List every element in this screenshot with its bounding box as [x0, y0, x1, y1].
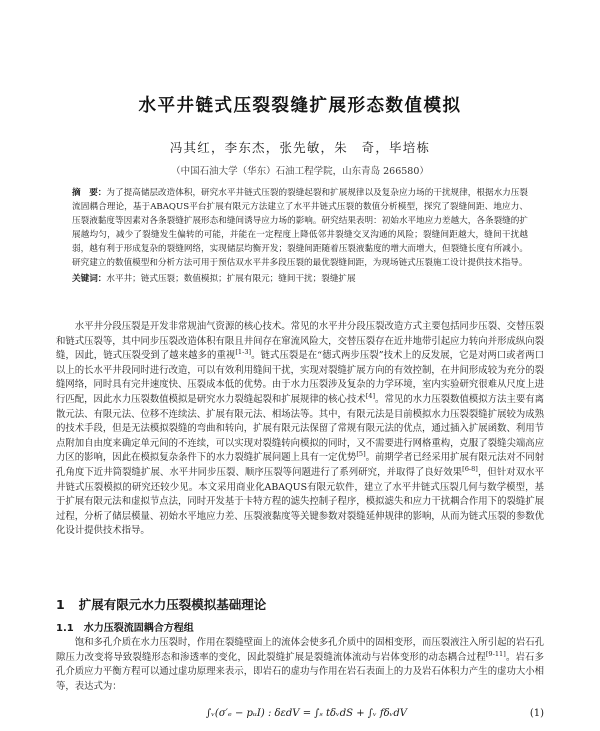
intro-text-1: 水平井分段压裂是开发非常规油气资源的核心技术。常见的水平井分段压裂改造方式主要包括同步压裂、交替压裂和链式压裂等，其中同步压裂改造体积有限且井间存在窜流风险大，交替压裂存在近井地带引起应力转向并形成纵向裂缝，因此，链式压裂受到了越来越多的重视 — [56, 321, 544, 362]
subsection-title: 水力压裂流固耦合方程组 — [83, 623, 194, 634]
citation-3: [5] — [356, 450, 366, 459]
section-number: 1 — [56, 597, 65, 612]
section-title: 扩展有限元水力压裂模拟基础理论 — [78, 597, 267, 612]
abstract-block — [72, 186, 528, 286]
equation-1 — [56, 708, 544, 726]
intro-text-2: 。链式压裂是在“德式两步压裂”技术上的反发展，它是对两口或者两口以上的长水平井段同时进行改造，可以有效利用缝间干扰，实现对裂缝扩展方向的有效控制，在井间形成较为充分的裂缝网络，同时具有完井速度快、压裂成本低的优势。由于水力压裂涉及复杂的力学环境，室内实验研究很难从尺度上进行匹配，因此水力压裂数值模拟是研究水力裂缝起裂和扩展规律的核心技术 — [56, 350, 544, 405]
section-heading — [56, 595, 266, 613]
intro-text-4: 。前期学者已经采用扩展有限元法对不同射孔角度下近井筒裂缝扩展、水平井同步压裂、顺序压裂等问题进行了系列研究，并取得了良好效果 — [56, 452, 544, 478]
citation-2: [4] — [365, 391, 376, 400]
citation-4: [6-8] — [462, 464, 478, 473]
paper-title: 水平井链式压裂裂缝扩展形态数值模拟 — [138, 96, 462, 116]
abstract-paragraph — [72, 186, 528, 271]
author-list: 冯其红，李东杰，张先敏，朱 奇，毕培栋 — [169, 140, 431, 155]
theory-paragraph — [56, 636, 544, 694]
affiliation: （中国石油大学（华东）石油工程学院，山东青岛 266580） — [171, 166, 429, 177]
keywords-label: 关键词： — [72, 273, 107, 284]
equation-expression: ∫ᵥ(σ′ₑ − pᵤI) : δεdV = ∫ₛ tδᵥdS + ∫ᵥ fδᵥdV — [206, 708, 407, 719]
subsection-heading — [56, 619, 194, 634]
citation-5: [9-11] — [485, 649, 506, 658]
intro-text-5: ，但针对双水平井链式压裂模拟的研究还较少见。本文采用商业化ABAQUS有限元软件，建立了水平井链式压裂几何与数学模型，基于扩展有限元法和虚拟节点法，同时开发基于卡特方程的滤失控制子程序，模拟滤失和应力干扰耦合作用下的裂缝扩展过程，分析了储层模量、初始水平地应力差、压裂液黏度等关键参数对裂缝延伸规律的影响，从而为链式压裂的参数优化设计提供技术指导。 — [56, 466, 544, 537]
keywords-text: 水平井；链式压裂；数值模拟；扩展有限元；缝间干扰；裂缝扩展 — [106, 273, 356, 284]
intro-paragraph — [56, 320, 544, 539]
theory-text-2: 。岩石多孔介质应力平衡方程可以通过虚功原理来表示，即岩石的虚功与作用在岩石表面上的力及岩石体积力产生的虚功大小相等，表达式为： — [56, 651, 544, 692]
citation-1: [1-3] — [235, 348, 252, 357]
equation-number: (1) — [529, 708, 544, 719]
abstract-text: 为了提高储层改造体积，研究水平井链式压裂的裂缝起裂和扩展规律以及复杂应力场的干扰规律，根据水力压裂流固耦合理论，基于ABAQUS平台扩展有限元方法建立了水平井链式压裂的数值分析模型，探究了裂缝间距、地应力、压裂液黏度等因素对各条裂缝扩展形态和缝间诱导应力场的影响。研究结果表明：初始水平地应力差越大，各条裂缝的扩展越均匀，减少了裂缝发生偏转的可能，并能在一定程度上降低邻井裂缝交叉沟通的风险；裂缝间距越大，缝间干扰越弱，越有利于形成复杂的裂缝网络，实现储层均衡开发；裂缝间距随着压裂液黏度的增大而增大，但裂缝长度有所减小。研究建立的数值模型和分析方法可用于预估双水平井多段压裂的最优裂缝间距，为现场链式压裂施工设计提供技术指导。 — [72, 188, 528, 269]
subsection-number: 1.1 — [56, 623, 74, 634]
abstract-label: 摘 要： — [72, 188, 107, 198]
intro-text-3: 。常见的水力压裂数值模拟方法主要有离散元法、有限元法、位移不连续法、扩展有限元法、相场法等。其中，有限元法是目前模拟水力压裂裂缝扩展较为成熟的技术手段，但是无法模拟裂缝的弯曲和转向，扩展有限元法保留了常规有限元法的优点，通过插入扩展函数、利用节点附加自由度来确定单元间的不连续，可以实现对裂缝转向模拟的同时，又不需要进行网格重构，克服了裂缝尖端高应力区的影响，因此在模拟复杂条件下的水力裂缝扩展问题上具有一定优势 — [56, 393, 544, 464]
keywords-line — [72, 272, 528, 286]
theory-text-1: 饱和多孔介质在水力压裂时，作用在裂缝壁面上的流体会使多孔介质中的固相变形，而压裂液注入所引起的岩石孔隙压力改变将导致裂缝形态和渗透率的变化，因此裂缝扩展是裂缝流体流动与岩体变形的动态耦合过程 — [56, 637, 544, 663]
